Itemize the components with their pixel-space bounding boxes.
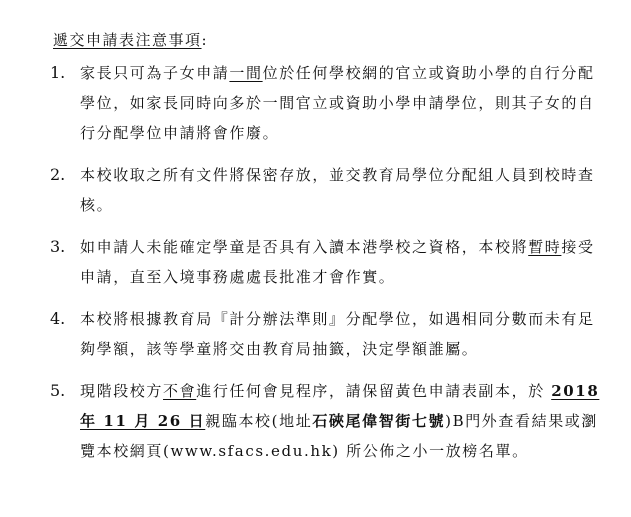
list-item-3 xyxy=(50,232,610,292)
item-number: 3. xyxy=(50,237,66,256)
item-text xyxy=(80,376,610,466)
page-title xyxy=(53,30,208,50)
underlined-text: 不會 xyxy=(163,382,197,400)
text-run: 位於任何學校網的官立或資助小學的自行分配學位，如家長同時向多於一間官立或資助小學申請學位，則其子女的自行分配學位申請將會作廢。 xyxy=(80,64,595,142)
text-run: 家長只可為子女申請 xyxy=(80,64,230,82)
list-item-1 xyxy=(50,58,610,148)
notice-list xyxy=(50,58,610,478)
text-run: )B門外查看結果或瀏覽本校網頁(www.sfacs.edu.hk) 所公佈之小一放榜名單。 xyxy=(80,412,599,460)
school-address: 石硤尾偉智街七號 xyxy=(312,412,446,430)
text-run: 如申請人未能確定學童是否具有入讀本港學校之資格，本校將 xyxy=(80,238,529,256)
text-run: 進行任何會見程序，請保留黃色申請表副本，於 xyxy=(196,382,552,400)
item-number: 5. xyxy=(50,381,66,400)
list-item-5 xyxy=(50,376,610,466)
text-run: 接受申請，直至入境事務處處長批准才會作實。 xyxy=(80,238,595,286)
list-item-4 xyxy=(50,304,610,364)
item-text xyxy=(80,58,610,148)
underlined-text: 暫時 xyxy=(528,238,562,256)
text-run: 本校將根據教育局『計分辦法準則』分配學位，如遇相同分數而未有足夠學額，該等學童將交由教育局抽籤，決定學額誰屬。 xyxy=(80,310,595,358)
item-number: 2. xyxy=(50,165,66,184)
page-title-text: 遞交申請表注意事項 xyxy=(53,31,202,49)
item-text xyxy=(80,232,610,292)
item-number: 1. xyxy=(50,63,66,82)
underlined-text: 一間 xyxy=(229,64,263,82)
item-number: 4. xyxy=(50,309,66,328)
text-run: 現階段校方 xyxy=(80,382,164,400)
text-run: 親臨本校(地址 xyxy=(205,412,313,430)
text-run: 本校收取之所有文件將保密存放，並交教育局學位分配組人員到校時查核。 xyxy=(80,166,595,214)
list-item-2 xyxy=(50,160,610,220)
item-text xyxy=(80,160,610,220)
item-text xyxy=(80,304,610,364)
release-date: 2018年 11 月 26 日 xyxy=(80,382,600,430)
page-title-colon: : xyxy=(201,31,209,49)
